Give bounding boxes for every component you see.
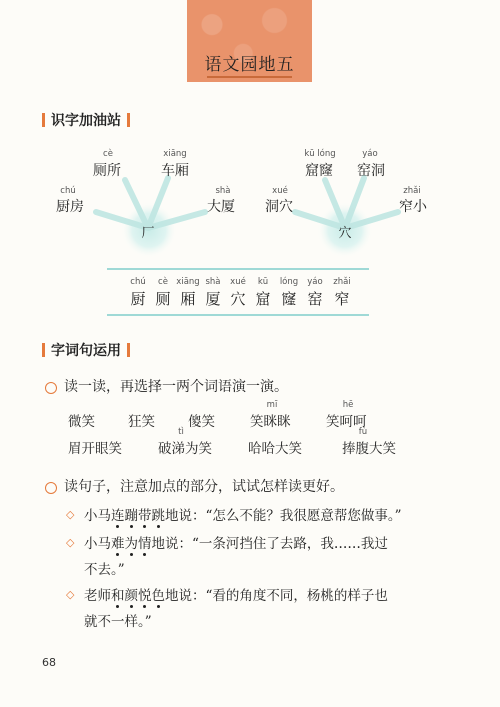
pinyin-ce: cè	[103, 149, 113, 159]
phrase-pinyin: tì	[178, 427, 184, 437]
phrase-pinyin: hē	[342, 400, 354, 410]
bullet-circle	[45, 482, 57, 494]
sentence-text: 小马	[84, 508, 111, 524]
word-kulong: 窟窿	[305, 163, 333, 179]
page-number: 68	[42, 656, 56, 669]
word-tree-lines	[0, 0, 500, 270]
diamond-bullet: ◇	[66, 508, 75, 521]
phrase: 笑呵呵	[326, 414, 367, 430]
char: 厢	[180, 290, 196, 308]
char-pinyin: shà	[205, 277, 221, 287]
char: 窿	[281, 290, 297, 308]
char-pinyin: chú	[130, 277, 146, 287]
exercise-instruction: 读句子，注意加点的部分，试试怎样读更好。	[64, 479, 344, 495]
example-sentence-3	[84, 584, 388, 604]
char-pinyin: zhǎi	[333, 277, 351, 287]
pinyin-xue: xué	[272, 186, 288, 196]
phrase-pinyin: mī	[266, 400, 278, 410]
phrase: 笑眯眯	[250, 414, 291, 430]
phrase: 眉开眼笑	[68, 441, 122, 457]
phrase-pinyin: fù	[358, 427, 368, 437]
dotted-phrase: 连蹦带跳	[111, 508, 165, 524]
pinyin-chu: chú	[60, 186, 76, 196]
char-pinyin: kū	[257, 277, 269, 287]
char: 窑	[307, 290, 323, 308]
word-chufang: 厨房	[56, 199, 84, 215]
bullet-circle	[45, 382, 57, 394]
sentence-text: 地说：“看的角度不同，杨桃的样子也	[165, 588, 388, 604]
char-pinyin: xué	[230, 277, 246, 287]
pinyin-kulong: kū lóng	[304, 149, 336, 159]
pinyin-sha: shà	[215, 186, 231, 196]
phrase: 捧腹大笑	[342, 441, 396, 457]
heading-bar-right	[127, 343, 130, 357]
radical-xue: 穴	[338, 226, 352, 241]
phrase: 狂笑	[128, 414, 155, 430]
char-pinyin: lóng	[279, 277, 299, 287]
phrase: 傻笑	[188, 414, 215, 430]
sentence-text: 地说：“怎么不能？我很愿意帮您做事。”	[165, 508, 402, 524]
phrase: 哈哈大笑	[248, 441, 302, 457]
sentence-text: 小马	[84, 536, 111, 552]
diamond-bullet: ◇	[66, 588, 75, 601]
word-yaodong: 窑洞	[357, 163, 385, 179]
diamond-bullet: ◇	[66, 536, 75, 549]
char-pinyin: yáo	[307, 277, 323, 287]
section-label: 识字加油站	[51, 113, 121, 129]
char: 窟	[255, 290, 271, 308]
example-sentence-1	[84, 504, 402, 524]
pinyin-yao: yáo	[362, 149, 378, 159]
section-label: 字词句运用	[51, 343, 121, 359]
exercise-instruction: 读一读，再选择一两个词语演一演。	[64, 379, 288, 395]
pinyin-zhai: zhǎi	[403, 186, 421, 196]
char: 穴	[230, 290, 246, 308]
word-cesuo: 厕所	[93, 163, 121, 179]
char-pinyin: cè	[158, 277, 168, 287]
sentence-text: 老师	[84, 588, 111, 604]
phrase: 微笑	[68, 414, 95, 430]
heading-bar-left	[42, 343, 45, 357]
dotted-phrase: 颜悦色	[124, 588, 165, 604]
phrase: 破涕为笑	[158, 441, 212, 457]
word-zhaixiao: 窄小	[399, 199, 427, 215]
sentence-continuation: 就不一样。”	[84, 614, 152, 630]
example-sentence-2	[84, 532, 388, 552]
char: 厨	[130, 290, 146, 308]
word-chexiang: 车厢	[161, 163, 189, 179]
sentence-continuation: 不去。”	[84, 562, 125, 578]
sentence-text: 地说：“一条河挡住了去路，我……我过	[151, 536, 388, 552]
dotted-char: 和	[111, 588, 125, 604]
char: 窄	[334, 290, 350, 308]
word-dongxue: 洞穴	[265, 199, 293, 215]
char: 厦	[205, 290, 221, 308]
radical-chang: 厂	[141, 226, 155, 241]
char: 厕	[155, 290, 171, 308]
section-heading-2	[42, 340, 130, 360]
char-pinyin: xiāng	[176, 277, 200, 287]
word-dasha: 大厦	[207, 199, 235, 215]
dotted-phrase: 难为情	[111, 536, 152, 552]
page-title: 语文园地五	[204, 55, 295, 75]
pinyin-xiang: xiāng	[163, 149, 187, 159]
